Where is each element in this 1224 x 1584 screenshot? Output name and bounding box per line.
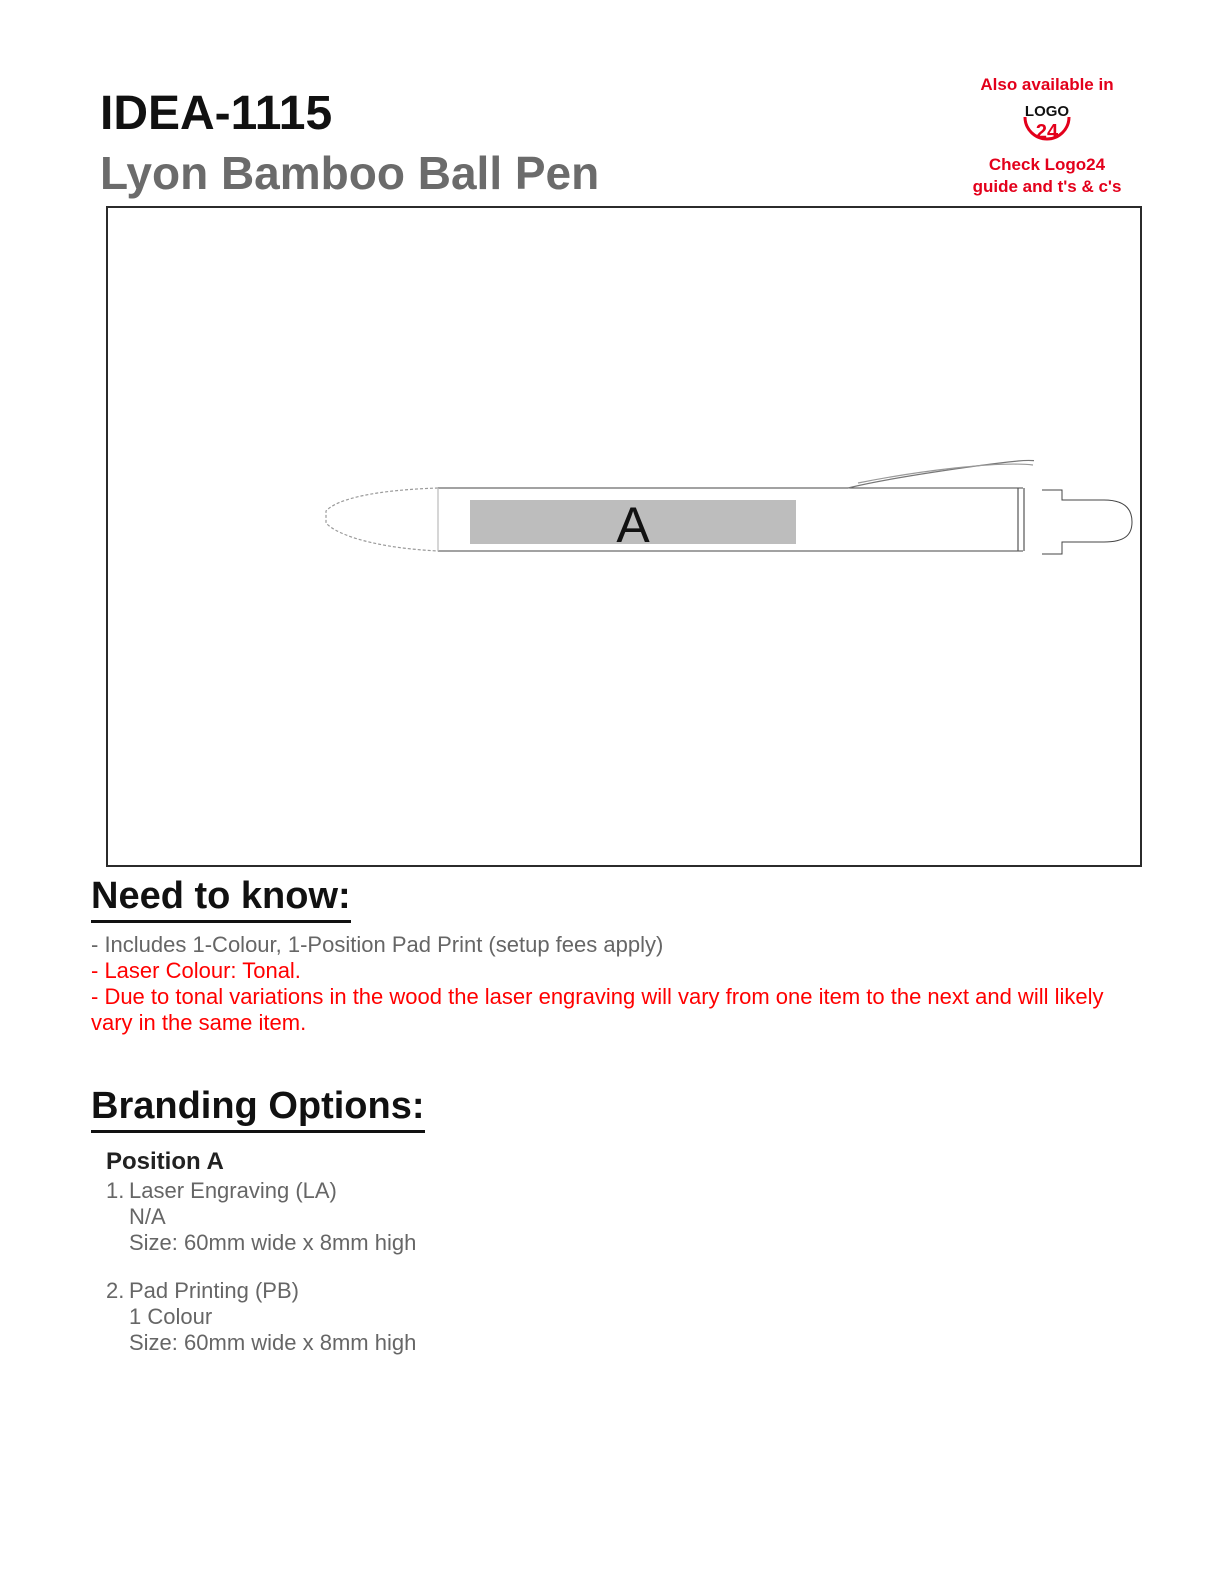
branding-option-laser: [106, 1178, 416, 1256]
badge-line-guide: guide and t's & c's: [972, 177, 1122, 196]
need-to-know-heading: Need to know:: [91, 876, 351, 923]
option-size: Size: 60mm wide x 8mm high: [129, 1330, 417, 1355]
need-to-know-notes: [91, 932, 1151, 1036]
badge-line-available: Also available in: [980, 75, 1114, 94]
print-area-label: A: [616, 497, 650, 553]
option-name: Pad Printing (PB): [129, 1278, 299, 1303]
option-size: Size: 60mm wide x 8mm high: [129, 1230, 417, 1255]
position-a-label: Position A: [106, 1148, 224, 1175]
badge-line-check: Check Logo24: [988, 155, 1106, 174]
note-tonal-variation: - Due to tonal variations in the wood the laser engraving will vary from one item to the next and will likely vary in the same item.: [91, 984, 1104, 1035]
product-name: Lyon Bamboo Ball Pen: [100, 147, 600, 199]
note-pad-print: - Includes 1-Colour, 1-Position Pad Print (setup fees apply): [91, 932, 664, 957]
option-number: 2.: [106, 1278, 125, 1303]
option-name: Laser Engraving (LA): [129, 1178, 337, 1203]
option-colours: 1 Colour: [129, 1304, 213, 1329]
logo24-icon: [1015, 97, 1079, 153]
product-code: IDEA-1115: [100, 87, 333, 140]
print-area-a: [470, 497, 796, 553]
logo24-text-bottom: 24: [1035, 121, 1059, 143]
option-number: 1.: [106, 1178, 125, 1203]
branding-options-heading: Branding Options:: [91, 1086, 425, 1133]
product-image-frame: [106, 206, 1142, 867]
logo24-text-top: LOGO: [1024, 103, 1070, 120]
note-laser-colour: - Laser Colour: Tonal.: [91, 958, 301, 983]
option-colours: N/A: [129, 1204, 166, 1229]
pen-end-cap: [1042, 488, 1134, 558]
branding-option-pad: [106, 1278, 416, 1356]
logo24-badge: [952, 74, 1142, 198]
